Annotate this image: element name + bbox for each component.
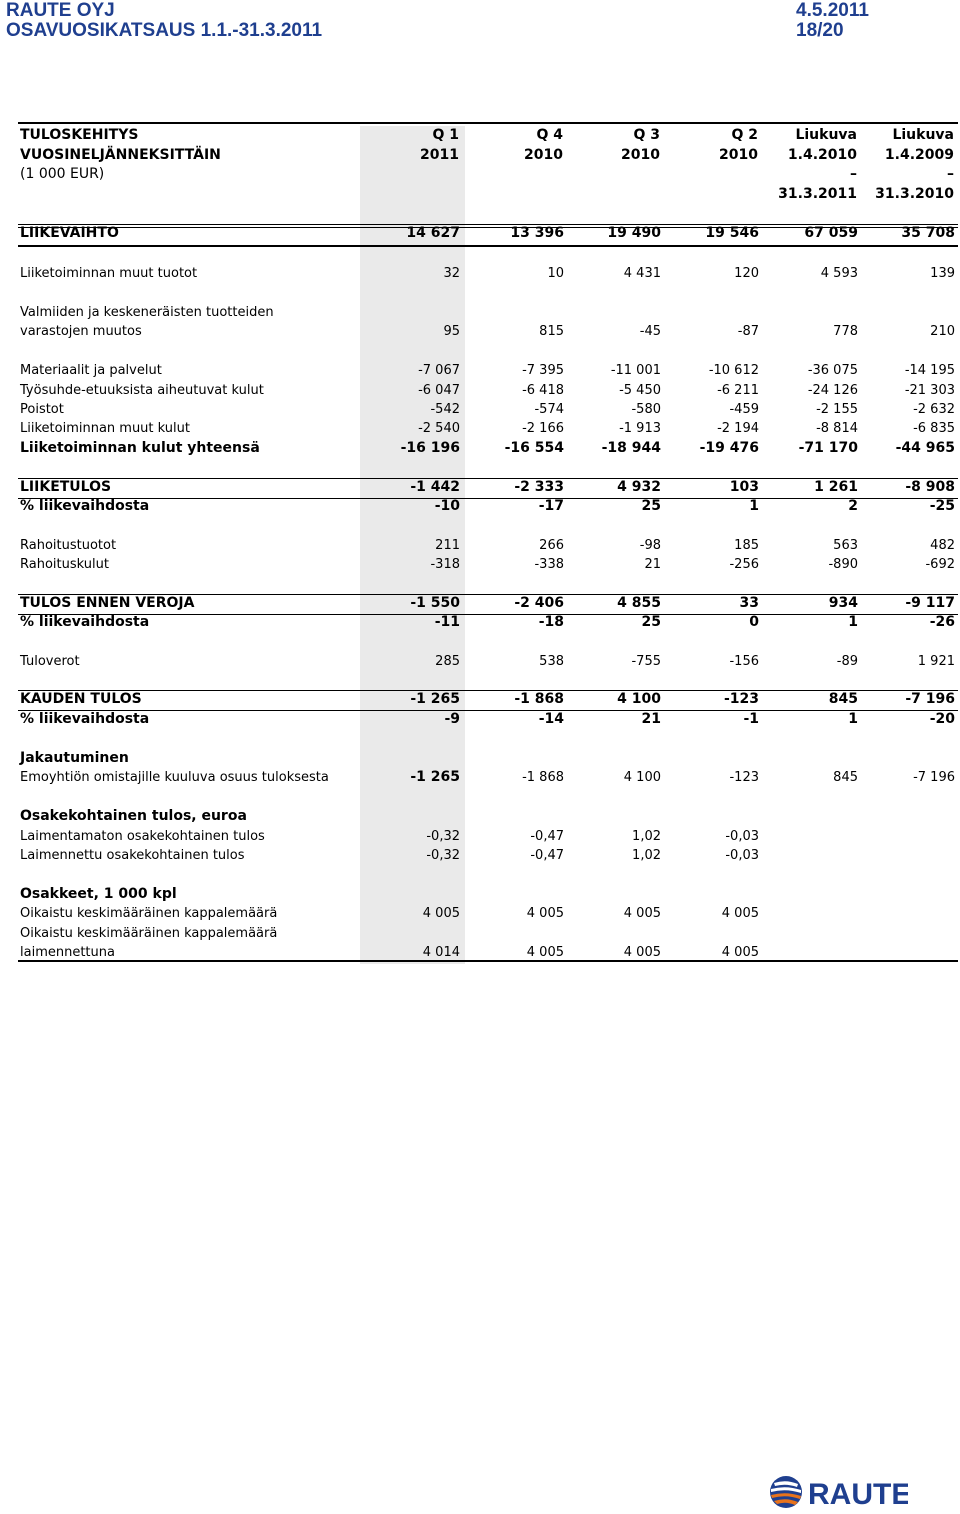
col-q3-label: Q 3 — [633, 127, 660, 143]
col-q2-year: 2010 — [719, 147, 758, 163]
table-row: Laimennettu osakekohtainen tulos -0,32 -0,47 1,02 -0,03 — [20, 848, 759, 863]
table-row: Tuloverot 285 538 -755 -156 -89 1 921 — [20, 654, 955, 669]
col-rolling2-start: 1.4.2009 — [884, 147, 954, 163]
raute-logo-icon — [768, 1474, 908, 1510]
table-row: Valmiiden ja keskeneräisten tuotteiden — [20, 305, 274, 320]
logo-wordmark: RAUTE — [808, 1478, 908, 1510]
table-title-1: TULOSKEHITYS — [20, 127, 139, 143]
table-row: laimennettuna 4 014 4 005 4 005 4 005 — [20, 945, 759, 960]
raute-logo — [768, 1474, 908, 1510]
table-row: Rahoituskulut -318 -338 21 -256 -890 -692 — [20, 557, 955, 572]
report-date: 4.5.2011 — [796, 0, 869, 21]
company-name: RAUTE OYJ — [6, 0, 115, 21]
col-rolling2-end: 31.3.2010 — [875, 186, 954, 202]
table-row: % liikevaihdosta -10 -17 25 1 2 -25 — [20, 498, 955, 514]
table-row: Jakautuminen — [20, 750, 129, 766]
col-q1-year: 2011 — [420, 147, 459, 163]
table-row: % liikevaihdosta -11 -18 25 0 1 -26 — [20, 614, 955, 630]
col-rolling2-label: Liukuva — [892, 127, 954, 143]
col-rolling1-end: 31.3.2011 — [778, 186, 857, 202]
table-row: Työsuhde-etuuksista aiheutuvat kulut -6 047 -6 418 -5 450 -6 211 -24 126 -21 303 — [20, 383, 955, 398]
table-row: Poistot -542 -574 -580 -459 -2 155 -2 632 — [20, 402, 955, 417]
table-row: Rahoitustuotot 211 266 -98 185 563 482 — [20, 538, 955, 553]
col-rolling1-dash: – — [850, 166, 857, 182]
table-title-2: VUOSINELJÄNNEKSITTÄIN — [20, 147, 221, 163]
table-row: Liiketoiminnan muut kulut -2 540 -2 166 -1 913 -2 194 -8 814 -6 835 — [20, 421, 955, 436]
table-row: Materiaalit ja palvelut -7 067 -7 395 -11 001 -10 612 -36 075 -14 195 — [20, 363, 955, 378]
col-q3-year: 2010 — [621, 147, 660, 163]
table-row: TULOS ENNEN VEROJA -1 550 -2 406 4 855 33 934 -9 117 — [20, 595, 955, 611]
col-rolling1-label: Liukuva — [795, 127, 857, 143]
rule-liikevaihto — [18, 245, 958, 247]
rule-top — [18, 122, 958, 124]
table-row: Oikaistu keskimääräinen kappalemäärä — [20, 926, 278, 941]
table-row: Emoyhtiön omistajille kuuluva osuus tuloksesta -1 265 -1 868 4 100 -123 845 -7 196 — [20, 769, 955, 785]
table-row: Osakkeet, 1 000 kpl — [20, 886, 177, 902]
col-q1-label: Q 1 — [432, 127, 459, 143]
table-row: Oikaistu keskimääräinen kappalemäärä 4 005 4 005 4 005 4 005 — [20, 906, 759, 921]
table-title-3: (1 000 EUR) — [20, 166, 105, 182]
table-row: Liiketoiminnan kulut yhteensä -16 196 -16 554 -18 944 -19 476 -71 170 -44 965 — [20, 440, 955, 456]
col-q4-label: Q 4 — [536, 127, 563, 143]
table-row: Osakekohtainen tulos, euroa — [20, 808, 247, 824]
table-row: Liiketoiminnan muut tuotot 32 10 4 431 120 4 593 139 — [20, 266, 955, 281]
table-row: % liikevaihdosta -9 -14 21 -1 1 -20 — [20, 711, 955, 727]
col-rolling1-start: 1.4.2010 — [787, 147, 857, 163]
report-title: OSAVUOSIKATSAUS 1.1.-31.3.2011 — [6, 20, 323, 41]
table-row: LIIKETULOS -1 442 -2 333 4 932 103 1 261 -8 908 — [20, 479, 955, 495]
table-row: KAUDEN TULOS -1 265 -1 868 4 100 -123 845 -7 196 — [20, 691, 955, 707]
table-row: varastojen muutos 95 815 -45 -87 778 210 — [20, 324, 955, 339]
col-q2-label: Q 2 — [731, 127, 758, 143]
table-row: Laimentamaton osakekohtainen tulos -0,32 -0,47 1,02 -0,03 — [20, 829, 759, 844]
table-row: LIIKEVAIHTO 14 627 13 396 19 490 19 546 67 059 35 708 — [20, 225, 955, 241]
col-rolling2-dash: – — [947, 166, 954, 182]
page-number: 18/20 — [796, 20, 844, 41]
col-q4-year: 2010 — [524, 147, 563, 163]
